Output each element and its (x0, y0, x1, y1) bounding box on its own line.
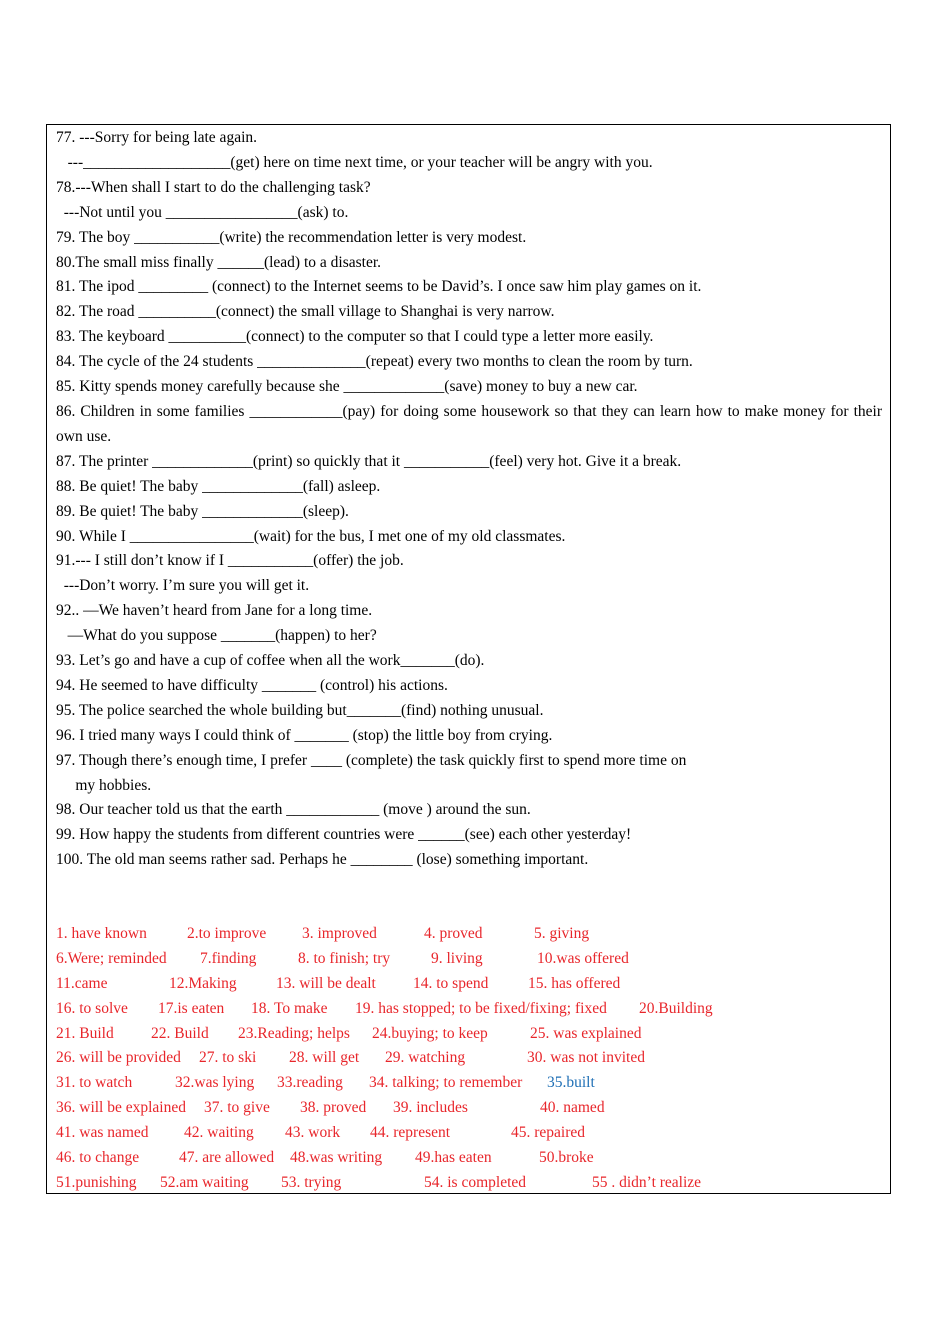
answer-item: 1. have known (56, 925, 147, 942)
answer-item: 38. proved (300, 1099, 367, 1117)
answer-item: 8. to finish; try (298, 949, 391, 967)
question-line: 100. The old man seems rather sad. Perhaps he ________ (lose) something important. (56, 851, 589, 869)
answer-item: 31. to watch (56, 1074, 133, 1092)
answer-item: 41. was named (56, 1124, 149, 1142)
answer-item: 7.finding (200, 949, 257, 967)
question-line: 95. The police searched the whole building but_______(find) nothing unusual. (56, 701, 544, 719)
answer-item: 4. proved (424, 925, 483, 942)
question-line: 80.The small miss finally ______(lead) to a disaster. (56, 253, 382, 271)
question-line: 88. Be quiet! The baby _____________(fall) asleep. (56, 477, 381, 495)
question-line: 82. The road __________(connect) the small village to Shanghai is very narrow. (56, 303, 555, 321)
answer-item: 26. will be provided (56, 1049, 181, 1067)
answer-item: 28. will get (289, 1049, 360, 1067)
answer-row (56, 1121, 882, 1146)
question-line: —What do you suppose _______(happen) to her? (56, 627, 377, 645)
question-line: 89. Be quiet! The baby _____________(sleep). (56, 502, 349, 520)
answer-row (56, 1171, 882, 1196)
question-line: ---Don’t worry. I’m sure you will get it. (56, 577, 310, 595)
question-line: 79. The boy ___________(write) the recommendation letter is very modest. (56, 228, 527, 246)
answer-item: 6.Were; reminded (56, 949, 167, 967)
question-line: 85. Kitty spends money carefully because she _____________(save) money to buy a new car. (56, 378, 638, 396)
answer-item: 29. watching (385, 1049, 466, 1067)
answer-item: 45. repaired (511, 1124, 586, 1142)
answer-item: 20.Building (639, 999, 713, 1017)
question-line: 94. He seemed to have difficulty _______ (control) his actions. (56, 676, 448, 694)
answer-item: 16. to solve (56, 999, 128, 1017)
question-line: 84. The cycle of the 24 students ______________(repeat) every two months to clean the room by turn. (56, 353, 693, 371)
answer-item: 3. improved (302, 925, 377, 942)
answer-item: 52.am waiting (160, 1173, 249, 1191)
answer-item: 37. to give (204, 1099, 270, 1117)
question-line: 91.--- I still don’t know if I ___________(offer) the job. (56, 552, 404, 570)
answer-row (56, 1022, 882, 1047)
answer-row (56, 1146, 882, 1171)
answer-key (56, 922, 882, 1196)
answer-item: 12.Making (169, 974, 237, 992)
question-line: 99. How happy the students from different countries were ______(see) each other yesterday! (56, 826, 632, 844)
exercise-box (46, 124, 891, 1194)
answer-item: 35.built (547, 1074, 595, 1092)
question-line: 92.. —We haven’t heard from Jane for a long time. (56, 602, 373, 620)
answer-item: 22. Build (151, 1024, 209, 1042)
answer-item: 42. waiting (184, 1124, 254, 1142)
answer-item: 39. includes (393, 1099, 468, 1117)
question-list (56, 126, 882, 873)
answer-row (56, 1046, 882, 1071)
answer-item: 40. named (540, 1099, 605, 1117)
answer-item: 2.to improve (187, 925, 267, 942)
question-line: ---___________________(get) here on time next time, or your teacher will be angry with you. (56, 153, 653, 171)
answer-item: 53. trying (281, 1173, 342, 1191)
question-line: my hobbies. (56, 776, 152, 794)
answer-item: 21. Build (56, 1024, 114, 1042)
answer-row (56, 997, 882, 1022)
answer-item: 14. to spend (413, 974, 489, 992)
question-line: 77. ---Sorry for being late again. (56, 129, 258, 146)
answer-item: 9. living (431, 949, 483, 967)
answer-row (56, 972, 882, 997)
answer-item: 33.reading (277, 1074, 343, 1092)
answer-item: 23.Reading; helps (238, 1024, 350, 1042)
question-line: 96. I tried many ways I could think of _______ (stop) the little boy from crying. (56, 726, 553, 744)
question-line: 83. The keyboard __________(connect) to the computer so that I could type a letter more easily. (56, 328, 654, 346)
answer-row (56, 1071, 882, 1096)
answer-item: 18. To make (251, 999, 328, 1017)
question-line: 81. The ipod _________ (connect) to the Internet seems to be David’s. I once saw him play games on it. (56, 278, 702, 296)
answer-item: 10.was offered (537, 949, 629, 967)
answer-item: 11.came (56, 974, 108, 992)
answer-item: 46. to change (56, 1149, 140, 1167)
question-line: 97. Though there’s enough time, I prefer ____ (complete) the task quickly first to spend more time on (56, 751, 687, 769)
question-line: 78.---When shall I start to do the challenging task? (56, 178, 371, 196)
answer-row (56, 947, 882, 972)
question-line: 90. While I ________________(wait) for the bus, I met one of my old classmates. (56, 527, 566, 545)
answer-item: 32.was lying (175, 1074, 255, 1092)
answer-item: 17.is eaten (158, 999, 225, 1017)
answer-item: 19. has stopped; to be fixed/fixing; fixed (355, 999, 607, 1017)
answer-item: 30. was not invited (527, 1049, 645, 1067)
question-line: 93. Let’s go and have a cup of coffee when all the work_______(do). (56, 652, 485, 670)
answer-row (56, 1096, 882, 1121)
answer-item: 44. represent (370, 1124, 451, 1142)
answer-item: 25. was explained (530, 1024, 642, 1042)
answer-item: 50.broke (539, 1149, 594, 1167)
question-line: 98. Our teacher told us that the earth ____________ (move ) around the sun. (56, 801, 531, 819)
question-line: 86. Children in some families ____________(pay) for doing some housework so that they can learn how to make money for their own use. (56, 402, 882, 445)
answer-item: 5. giving (534, 925, 590, 942)
answer-item: 36. will be explained (56, 1099, 186, 1117)
answer-item: 54. is completed (424, 1173, 527, 1191)
answer-item: 24.buying; to keep (372, 1024, 488, 1042)
answer-item: 43. work (285, 1124, 341, 1142)
answer-item: 55 . didn’t realize (592, 1173, 702, 1191)
answer-item: 27. to ski (199, 1049, 257, 1067)
answer-item: 49.has eaten (415, 1149, 492, 1167)
question-line: ---Not until you _________________(ask) to. (56, 203, 349, 221)
answer-item: 34. talking; to remember (369, 1074, 523, 1092)
answer-item: 51.punishing (56, 1173, 137, 1191)
answer-item: 15. has offered (528, 974, 621, 992)
answer-item: 13. will be dealt (276, 974, 376, 992)
answer-item: 47. are allowed (179, 1149, 275, 1167)
question-line: 87. The printer _____________(print) so quickly that it ___________(feel) very hot. Give it a break. (56, 452, 682, 470)
answer-item: 48.was writing (290, 1149, 383, 1167)
answer-row (56, 922, 882, 947)
